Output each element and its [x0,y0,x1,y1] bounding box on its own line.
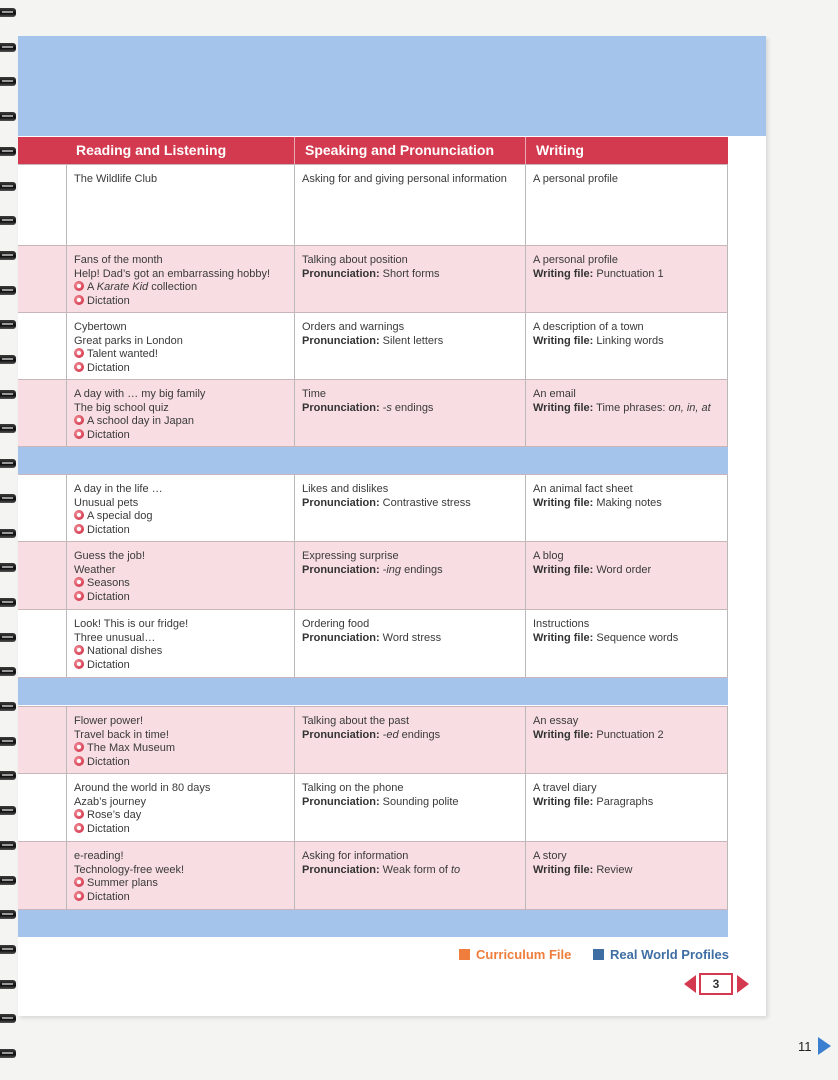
cell-line [302,564,518,578]
cell-line [302,268,518,282]
line-text: A school day in Japan [87,415,195,428]
spiral-ring [0,251,16,260]
line-text: Word stress [382,631,442,644]
line-text: Talking on the phone [302,782,404,794]
line-text: Technology-free week! [74,863,185,876]
cell-line [533,618,720,632]
line-text: Short forms [382,267,440,280]
line-text: Weak form of [382,863,451,876]
line-label: Pronunciation: [302,496,380,509]
cell-line [74,321,287,335]
speaking-cell [294,610,525,677]
cell-line [533,335,720,349]
writing-cell [525,842,728,909]
cell-line [533,850,720,864]
line-text: Making notes [596,496,662,509]
line-text: Travel back in time! [74,728,169,741]
cell-line [533,715,720,729]
cell-line [302,850,518,864]
cell-line [533,268,720,282]
page-number: 11 [798,1039,812,1054]
audio-disc-icon [74,659,84,669]
writing-cell [525,380,728,446]
line-label: Writing file: [533,728,594,741]
cell-line [74,591,287,605]
line-text-after: endings [398,728,441,741]
cell-line [74,782,287,796]
line-text: Fans of the month [74,254,163,266]
blue-square-icon [593,949,604,960]
reading-cell [66,475,294,541]
audio-disc-icon [74,429,84,439]
legend-curriculum-file [459,947,571,962]
line-label: Pronunciation: [302,401,380,414]
cell-line [533,796,720,810]
line-italic: Karate Kid [96,281,149,294]
line-text: A travel diary [533,782,597,794]
line-label: Pronunciation: [302,795,380,808]
cell-line [74,729,287,743]
line-text: e-reading! [74,850,124,862]
spiral-ring [0,945,16,954]
audio-disc-icon [74,591,84,601]
line-text: Asking for and giving personal information [302,173,507,185]
writing-cell [525,313,728,379]
line-label: Pronunciation: [302,334,380,347]
writing-cell [525,610,728,677]
header-speaking-pronunciation: Speaking and Pronunciation [294,137,525,164]
cell-line [533,782,720,796]
spiral-ring [0,355,16,364]
cell-line [533,388,720,402]
audio-disc-icon [74,281,84,291]
line-label: Writing file: [533,863,594,876]
cell-line [533,402,720,416]
line-italic: -s [382,401,392,414]
cell-line [302,173,518,187]
line-text: A day in the life … [74,483,163,495]
content-page [18,36,766,1016]
reading-cell [66,542,294,609]
speaking-cell [294,313,525,379]
spiral-ring [0,529,16,538]
line-text: Look! This is our fridge! [74,618,189,630]
speaking-cell [294,542,525,609]
legend-curriculum-label: Curriculum File [476,947,572,962]
line-italic: -ed [382,728,399,741]
speaking-cell [294,842,525,909]
cell-line [74,402,287,416]
cell-line [74,809,287,823]
legend-real-world-label: Real World Profiles [610,947,729,962]
spiral-ring [0,737,16,746]
reading-cell [66,610,294,677]
cell-line [74,850,287,864]
cell-line [74,524,287,538]
spiral-ring [0,286,16,295]
cell-line [74,891,287,905]
spiral-ring [0,633,16,642]
line-text: Orders and warnings [302,321,405,333]
line-text: Summer plans [87,877,158,890]
spiral-ring [0,702,16,711]
cell-line [302,388,518,402]
line-text: A [87,281,97,294]
line-text: Three unusual… [74,631,156,644]
spiral-ring [0,876,16,885]
line-text: Dictation [87,755,130,768]
line-text: A personal profile [533,173,618,185]
spiral-ring [0,390,16,399]
table-row [18,841,728,909]
line-text: Likes and dislikes [302,483,389,495]
speaking-cell [294,246,525,312]
page-arrow-icon [818,1037,831,1055]
line-text: Talent wanted! [87,348,158,361]
cell-line [74,295,287,309]
line-text-after: endings [401,563,443,576]
cell-line [74,173,287,187]
cell-line [302,483,518,497]
line-text: Instructions [533,618,590,630]
cell-line [74,268,287,282]
row-margin-cell [18,475,66,541]
cell-line [533,564,720,578]
cell-line [533,497,720,511]
cell-line [74,715,287,729]
cell-line [533,632,720,646]
cell-line [74,335,287,349]
line-text: Ordering food [302,618,370,630]
line-text: An email [533,388,576,400]
audio-disc-icon [74,348,84,358]
audio-disc-icon [74,756,84,766]
speaking-cell [294,774,525,841]
audio-disc-icon [74,415,84,425]
audio-disc-icon [74,362,84,372]
audio-disc-icon [74,742,84,752]
pager-number: 3 [699,973,733,995]
line-text: The Wildlife Club [74,173,158,185]
section-band [18,446,728,474]
table-row [18,312,728,379]
writing-cell [525,774,728,841]
cell-line [302,715,518,729]
reading-cell [66,842,294,909]
line-italic: on, in, at [668,401,711,414]
orange-square-icon [459,949,470,960]
speaking-cell [294,475,525,541]
audio-disc-icon [74,295,84,305]
cell-line [74,877,287,891]
cell-line [74,823,287,837]
spiral-ring [0,320,16,329]
audio-disc-icon [74,877,84,887]
cell-line [302,864,518,878]
line-text: Guess the job! [74,550,145,562]
line-label: Pronunciation: [302,267,380,280]
line-text: Time phrases: [596,401,669,414]
spiral-ring [0,8,16,17]
cell-line [74,281,287,295]
line-text-after: endings [391,401,434,414]
top-blue-band [18,36,766,136]
cell-line [302,254,518,268]
writing-cell [525,246,728,312]
cell-line [74,618,287,632]
table-row [18,474,728,541]
table-row [18,164,728,245]
spiral-ring [0,910,16,919]
audio-disc-icon [74,891,84,901]
spiral-ring [0,1049,16,1058]
spiral-ring [0,806,16,815]
reading-cell [66,774,294,841]
writing-cell [525,707,728,773]
line-text: Review [596,863,633,876]
writing-cell [525,165,728,245]
reading-cell [66,380,294,446]
line-text: A story [533,850,567,862]
table-row [18,706,728,773]
row-margin-cell [18,380,66,446]
line-text: Dictation [87,428,130,441]
table-row [18,245,728,312]
line-text: Silent letters [382,334,444,347]
table-row [18,379,728,446]
spiral-ring [0,1014,16,1023]
reading-cell [66,246,294,312]
cell-line [74,254,287,268]
line-text: Punctuation 2 [596,728,664,741]
line-text: Dictation [87,822,130,835]
line-label: Writing file: [533,496,594,509]
spiral-ring [0,182,16,191]
cell-line [74,348,287,362]
line-text: National dishes [87,645,163,658]
line-text: A blog [533,550,564,562]
line-label: Writing file: [533,267,594,280]
cell-line [74,415,287,429]
line-text: Dictation [87,523,130,536]
line-text-after: collection [148,281,198,294]
cell-line [74,864,287,878]
cell-line [533,864,720,878]
spiral-ring [0,216,16,225]
cell-line [74,659,287,673]
cell-line [74,429,287,443]
line-text: Dictation [87,590,130,603]
line-text: An essay [533,715,579,727]
cell-line [74,362,287,376]
cell-line [302,632,518,646]
line-text: A day with … my big family [74,388,206,400]
cell-line [74,550,287,564]
writing-cell [525,542,728,609]
cell-line [533,173,720,187]
spiral-ring [0,459,16,468]
line-label: Writing file: [533,401,594,414]
spiral-ring [0,147,16,156]
line-text: A description of a town [533,321,644,333]
line-text: Around the world in 80 days [74,782,211,794]
line-text: Flower power! [74,715,144,727]
audio-disc-icon [74,510,84,520]
cell-line [302,497,518,511]
audio-disc-icon [74,645,84,655]
section-band [18,677,728,705]
cell-line [302,321,518,335]
table-row [18,773,728,841]
line-text: Sequence words [596,631,679,644]
audio-disc-icon [74,823,84,833]
cell-line [74,564,287,578]
writing-cell [525,475,728,541]
line-text: Dictation [87,658,130,671]
line-text: Linking words [596,334,664,347]
row-margin-cell [18,774,66,841]
row-margin-cell [18,246,66,312]
cell-line [302,796,518,810]
line-text: Expressing surprise [302,550,399,562]
section-band [18,909,728,937]
cell-line [74,483,287,497]
line-text: Dictation [87,361,130,374]
table-row [18,609,728,677]
line-text: The Max Museum [87,742,176,755]
line-text: Asking for information [302,850,409,862]
line-text: Time [302,388,327,400]
cell-line [533,483,720,497]
spiral-ring [0,771,16,780]
cell-line [302,618,518,632]
cell-line [74,796,287,810]
line-text: Paragraphs [596,795,654,808]
cell-line [74,388,287,402]
cell-line [533,550,720,564]
line-label: Writing file: [533,795,594,808]
cell-line [533,321,720,335]
cell-line [74,497,287,511]
line-text: An animal fact sheet [533,483,633,495]
line-text: Azab’s journey [74,795,146,808]
spiral-ring [0,667,16,676]
line-text: Rose’s day [87,809,142,822]
cell-line [74,632,287,646]
row-margin-cell [18,165,66,245]
line-text: A special dog [87,510,153,523]
line-text: Sounding polite [382,795,459,808]
header-reading-listening: Reading and Listening [66,137,294,164]
cell-line [74,742,287,756]
spiral-ring [0,598,16,607]
triangle-left-icon[interactable] [684,975,696,993]
cell-line [74,756,287,770]
header-spacer [18,137,66,164]
cell-line [533,254,720,268]
speaking-cell [294,165,525,245]
audio-disc-icon [74,524,84,534]
line-text: Punctuation 1 [596,267,664,280]
audio-disc-icon [74,809,84,819]
reading-cell [66,165,294,245]
line-text: Seasons [87,577,130,590]
row-margin-cell [18,842,66,909]
cell-line [302,782,518,796]
line-italic: to [450,863,461,876]
audio-disc-icon [74,577,84,587]
spiral-ring [0,424,16,433]
spiral-ring [0,77,16,86]
cell-line [302,550,518,564]
line-text: Cybertown [74,321,127,333]
line-text: A personal profile [533,254,618,266]
cell-line [302,402,518,416]
reading-cell [66,313,294,379]
line-label: Writing file: [533,563,594,576]
triangle-right-icon[interactable] [737,975,749,993]
line-label: Pronunciation: [302,863,380,876]
speaking-cell [294,380,525,446]
cell-line [533,729,720,743]
line-label: Pronunciation: [302,563,380,576]
row-margin-cell [18,610,66,677]
spiral-ring [0,494,16,503]
line-text: Talking about the past [302,715,410,727]
line-text: Unusual pets [74,496,139,509]
spiral-ring [0,112,16,121]
header-writing: Writing [525,137,728,164]
cell-line [302,729,518,743]
reading-cell [66,707,294,773]
spiral-ring [0,841,16,850]
line-text: Great parks in London [74,334,183,347]
line-label: Writing file: [533,334,594,347]
row-margin-cell [18,542,66,609]
row-margin-cell [18,313,66,379]
cell-line [74,645,287,659]
cell-line [74,577,287,591]
line-text: Word order [596,563,652,576]
line-text: Dictation [87,294,130,307]
spiral-ring [0,43,16,52]
line-label: Pronunciation: [302,631,380,644]
line-text: Contrastive stress [382,496,471,509]
table-row [18,541,728,609]
line-text: The big school quiz [74,401,169,414]
line-text: Talking about position [302,254,408,266]
cell-line [302,335,518,349]
line-text: Help! Dad’s got an embarrassing hobby! [74,267,271,280]
cell-line [74,510,287,524]
row-margin-cell [18,707,66,773]
speaking-cell [294,707,525,773]
spiral-ring [0,980,16,989]
line-label: Pronunciation: [302,728,380,741]
line-text: Dictation [87,890,130,903]
line-text: Weather [74,563,116,576]
line-italic: -ing [382,563,402,576]
spiral-ring [0,563,16,572]
legend-real-world-profiles [593,947,729,962]
line-label: Writing file: [533,631,594,644]
